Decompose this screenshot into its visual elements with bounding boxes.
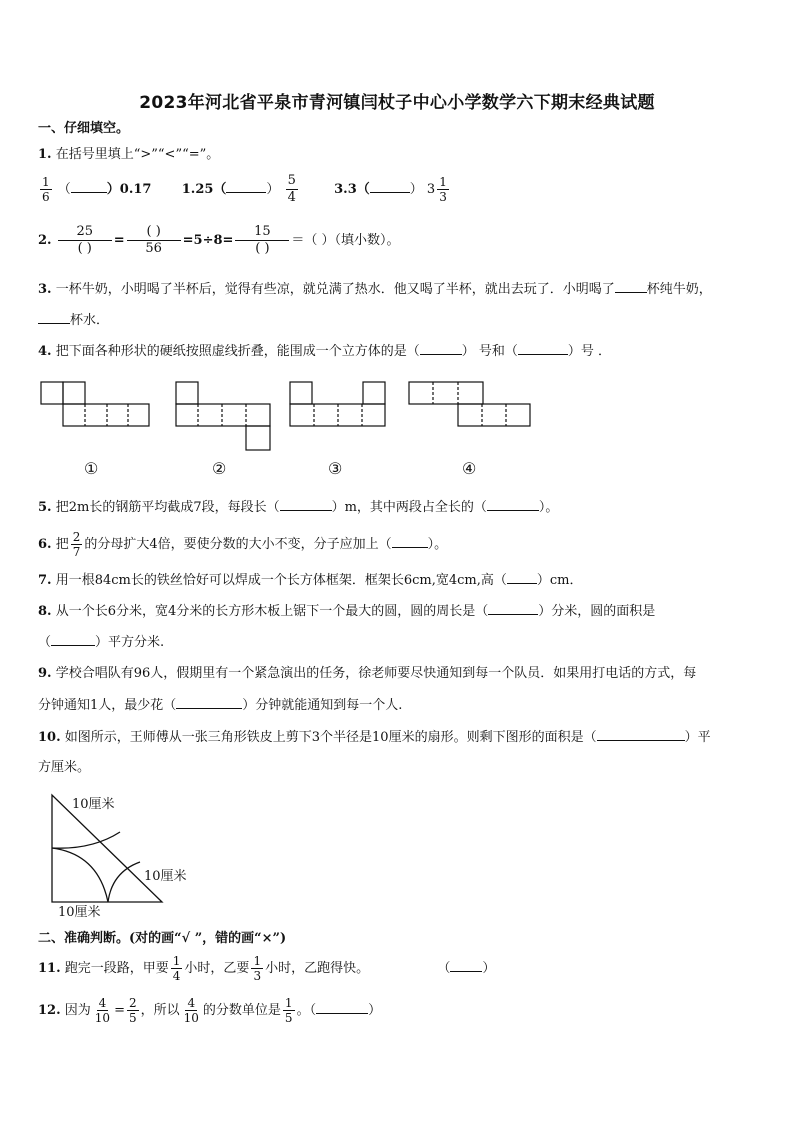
- answer-blank[interactable]: [176, 696, 242, 709]
- fraction: $\frac{( )}{56}$: [127, 224, 181, 257]
- page-title: 2023年河北省平泉市青河镇闫杖子中心小学数学六下期末经典试题: [139, 93, 655, 113]
- question-9: 9. 学校合唱队有96人，假期里有一个紧急演出的任务，徐老师要尽快通知到每一个队员．如果用打电话的方式，每: [38, 666, 697, 681]
- sector-arc-right: [108, 862, 140, 902]
- fraction: $\frac{15}{( )}$: [235, 224, 289, 257]
- question-2: 2. $\frac{25}{( )}$ = $\frac{( )}{56}$ =5÷8= $\frac{15}{( )}$ ＝（ ）（填小数）。: [38, 224, 400, 256]
- cube-nets-figure: [0, 370, 794, 485]
- question-number: 6.: [38, 537, 52, 552]
- fraction: $\frac{1}{5}$: [284, 996, 293, 1025]
- net-label-4: ④: [462, 459, 477, 478]
- question-number: 8.: [38, 604, 52, 619]
- question-7: 7. 用一根84cm长的铁丝恰好可以焊成一个长方体框架．框架长6cm,宽4cm,高（ ）cm．: [38, 573, 583, 588]
- fraction: $\frac{4}{10}$: [94, 996, 111, 1025]
- question-3-line2: 杯水．: [38, 311, 109, 330]
- question-text: 一杯牛奶，小明喝了半杯后，觉得有些凉，就兑满了热水．他又喝了半杯，就出去玩了．小明喝了: [55, 282, 615, 297]
- cube-net-1: [41, 382, 149, 426]
- fraction: $\frac{2}{7}$: [72, 530, 81, 559]
- net-label-3: ③: [328, 459, 343, 478]
- question-number: 10.: [38, 730, 61, 745]
- section-heading-judgement: 二、准确判断。(对的画“√ ”，错的画“×”): [38, 931, 287, 946]
- question-1: [38, 146, 219, 164]
- question-number: 4.: [38, 344, 52, 359]
- fraction: $\frac{2}{5}$: [128, 996, 137, 1025]
- cube-net-2: [176, 382, 270, 450]
- question-number: 5.: [38, 500, 52, 515]
- section-heading-fill-in: 一、仔细填空。: [38, 121, 130, 136]
- question-number: 12.: [38, 1003, 61, 1018]
- fraction: $\frac{1}{3}$: [253, 954, 262, 983]
- question-number: 9.: [38, 666, 52, 681]
- question-number: 11.: [38, 961, 61, 976]
- question-text: 把下面各种形状的硬纸按照虚线折叠，能围成一个立方体的是（: [55, 344, 420, 359]
- answer-blank[interactable]: [392, 535, 428, 548]
- fraction: $\frac{25}{( )}$: [58, 224, 112, 257]
- net-label-2: ②: [212, 459, 227, 478]
- question-10-line2: 方厘米。: [38, 760, 91, 775]
- answer-blank[interactable]: [316, 1001, 368, 1014]
- net-label-1: ①: [84, 459, 99, 478]
- fraction: $\frac{1}{3}$: [439, 175, 447, 204]
- question-10: 10. 如图所示，王师傅从一张三角形铁皮上剪下3个半径是10厘米的扇形。则剩下图形的面积是（ ）平: [38, 730, 711, 745]
- answer-blank[interactable]: [280, 498, 332, 511]
- answer-blank[interactable]: [450, 959, 482, 972]
- answer-blank[interactable]: [420, 342, 462, 355]
- question-8: 8. 从一个长6分米，宽4分米的长方形木板上锯下一个最大的圆，圆的周长是（ ）分米，圆的面积是: [38, 604, 656, 619]
- fraction: $\frac{1}{6}$: [42, 175, 50, 204]
- question-number: 1.: [38, 147, 52, 162]
- answer-blank[interactable]: [38, 311, 70, 324]
- question-9-line2: 分钟通知1人，最少花（ ）分钟就能通知到每一个人.: [38, 698, 403, 713]
- answer-blank[interactable]: [71, 180, 107, 193]
- question-text: 在括号里填上“>”“<”“=”。: [55, 147, 220, 162]
- answer-blank[interactable]: [488, 602, 538, 615]
- label-bottom: 10厘米: [58, 905, 101, 920]
- question-1-items: $\frac{1}{6}$ （ ）0.17 1.25（ ） $\frac{5}{4}$ 3.3（ ） 3 $\frac{1}{3}$: [42, 173, 447, 205]
- answer-blank[interactable]: [370, 180, 410, 193]
- question-number: 3.: [38, 282, 52, 297]
- label-right: 10厘米: [144, 869, 187, 884]
- label-top: 10厘米: [72, 797, 115, 812]
- question-number: 2.: [38, 233, 52, 248]
- question-3: 3. 一杯牛奶，小明喝了半杯后，觉得有些凉，就兑满了热水．他又喝了半杯，就出去玩了．小明喝了 杯纯牛奶，: [38, 282, 712, 297]
- answer-blank[interactable]: [487, 498, 539, 511]
- answer-blank[interactable]: [615, 280, 647, 293]
- answer-blank[interactable]: [518, 342, 568, 355]
- answer-blank[interactable]: [51, 633, 95, 646]
- question-6: 6. 把 $\frac{2}{7}$ 的分母扩大4倍，要使分数的大小不变，分子应加上（ ）。: [38, 530, 448, 559]
- cube-net-3: [290, 382, 385, 426]
- answer-blank[interactable]: [226, 180, 266, 193]
- question-12: 12. 因为 $\frac{4}{10}$ = $\frac{2}{5}$ ，所以 $\frac{4}{10}$ 的分数单位是 $\frac{1}{5}$ 。（ ）: [38, 996, 382, 1025]
- answer-blank[interactable]: [507, 571, 537, 584]
- fraction: $\frac{1}{4}$: [172, 954, 181, 983]
- question-number: 7.: [38, 573, 52, 588]
- fraction: $\frac{4}{10}$: [183, 996, 199, 1025]
- question-4: 4. 把下面各种形状的硬纸按照虚线折叠，能围成一个立方体的是（ ） 号和（ ）号 ．: [38, 344, 612, 359]
- question-11: 11. 跑完一段路，甲要 $\frac{1}{4}$ 小时，乙要 $\frac{1}{3}$ 小时，乙跑得快。 （ ）: [38, 954, 496, 983]
- sector-arc-bottom-left: [52, 848, 108, 902]
- question-8-line2: （ ）平方分米.: [38, 635, 165, 650]
- fraction: $\frac{5}{4}$: [287, 173, 296, 205]
- sector-arc-top: [52, 832, 120, 848]
- cube-net-4: [409, 382, 530, 426]
- answer-blank[interactable]: [597, 728, 685, 741]
- question-5: 5. 把2m长的钢筋平均截成7段，每段长（ ）m，其中两段占全长的（ ）。: [38, 500, 559, 515]
